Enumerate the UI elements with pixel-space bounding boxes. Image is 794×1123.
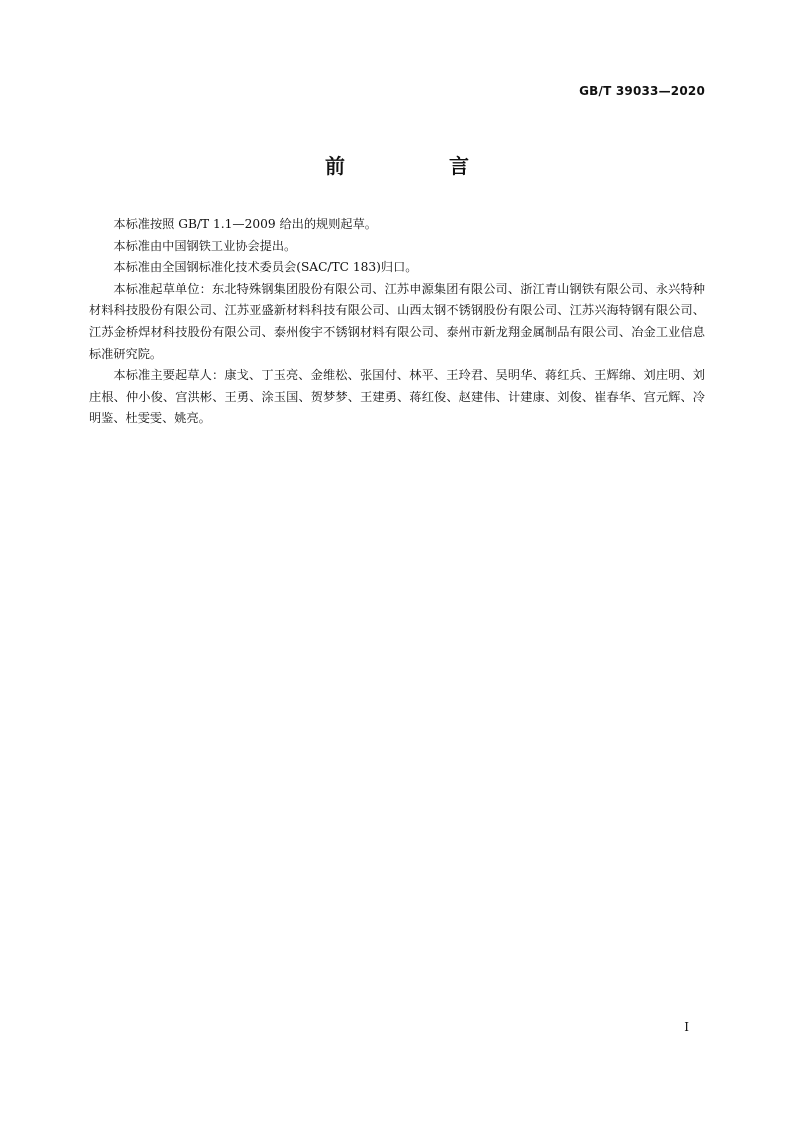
standard-code: GB/T 39033—2020	[579, 84, 705, 98]
paragraph-drafters: 本标准主要起草人：康戈、丁玉亮、金维松、张国付、林平、王玲君、吴明华、蒋红兵、王辉绵、刘庄明、刘庄根、仲小俊、宫洪彬、王勇、涂玉国、贺梦梦、王建勇、蒋红俊、赵建伟、计建康、刘俊、崔春华、宫元辉、冷明鉴、杜雯雯、姚亮。	[89, 368, 705, 426]
paragraph-proposer: 本标准由中国钢铁工业协会提出。	[113, 238, 297, 253]
page-number: I	[684, 1020, 689, 1034]
foreword-body	[89, 214, 705, 430]
paragraph-drafting-rules: 本标准按照 GB/T 1.1—2009 给出的规则起草。	[113, 217, 377, 231]
page-title: 前 言	[325, 154, 511, 178]
paragraph-drafting-units: 本标准起草单位：东北特殊钢集团股份有限公司、江苏申源集团有限公司、浙江青山钢铁有限公司、永兴特种材料科技股份有限公司、江苏亚盛新材料科技有限公司、山西太钢不锈钢股份有限公司、江苏兴海特钢有限公司、江苏金桥焊材科技股份有限公司、泰州俊宇不锈钢材料有限公司、泰州市新龙翔金属制品有限公司、冶金工业信息标准研究院。	[89, 281, 705, 361]
paragraph-technical-committee: 本标准由全国钢标准化技术委员会(SAC/TC 183)归口。	[113, 260, 418, 275]
